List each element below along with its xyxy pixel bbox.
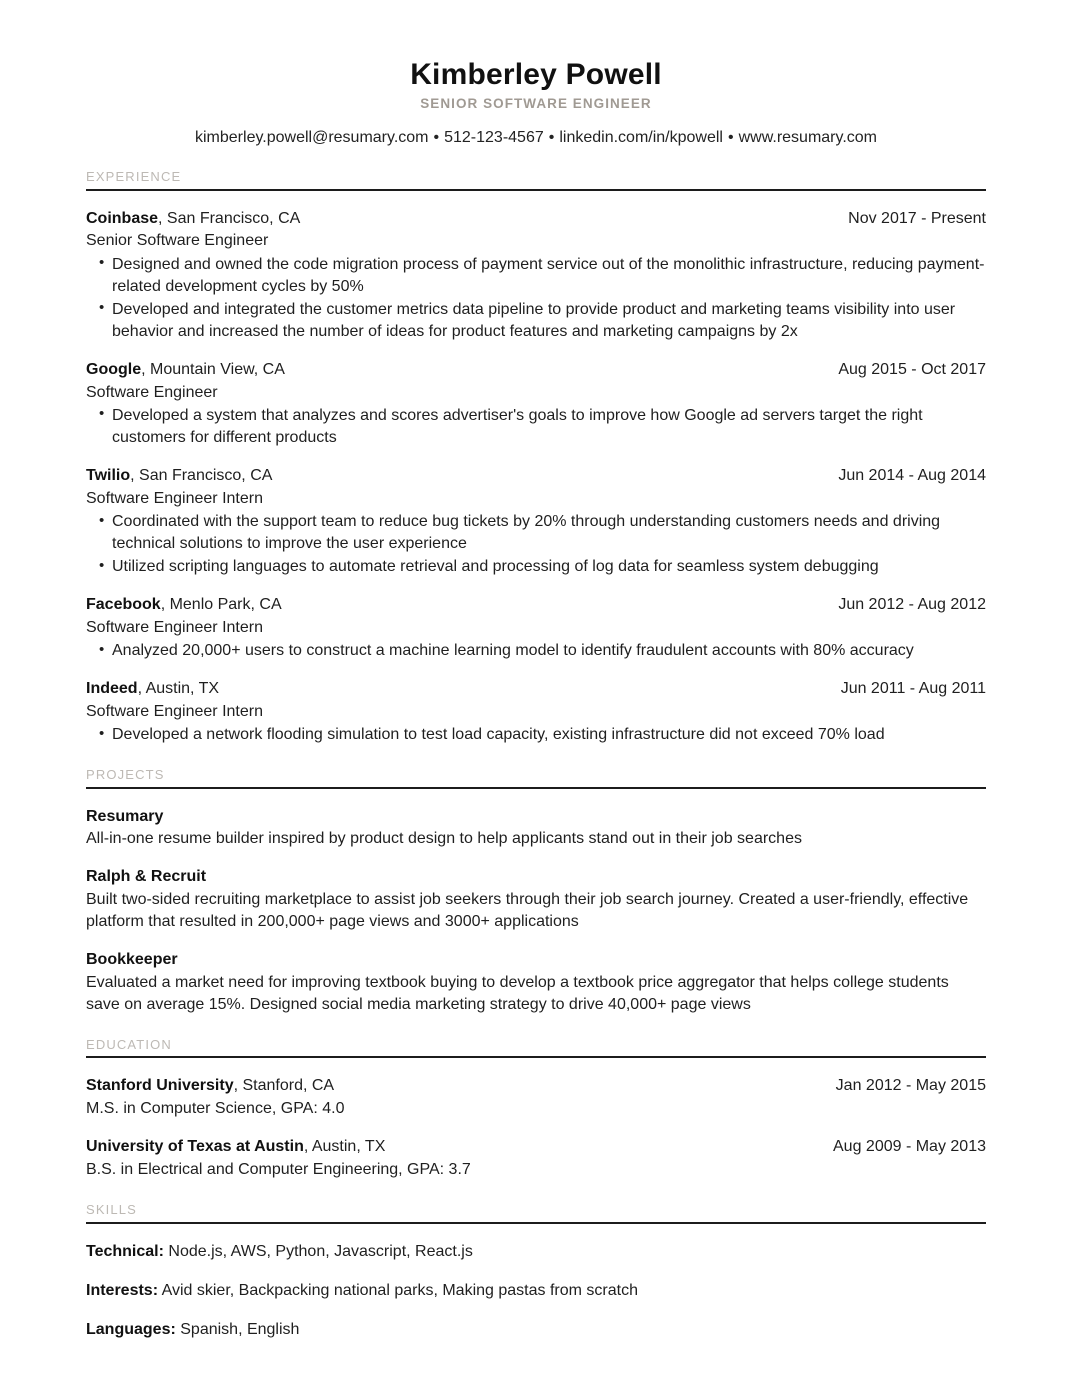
- entry-degree: B.S. in Electrical and Computer Engineering, GPA: 3.7: [86, 1160, 471, 1178]
- entry-bullet-list: [86, 640, 986, 662]
- entry-role: Senior Software Engineer: [86, 232, 269, 250]
- entry-bullet-list: [86, 254, 986, 343]
- skill-label: Technical:: [86, 1242, 164, 1260]
- contact-separator: •: [433, 128, 440, 146]
- entry-bullet-list: [86, 511, 986, 578]
- entry-school: Stanford University: [86, 1077, 234, 1095]
- entry-org-location: [86, 359, 285, 381]
- contact-item[interactable]: linkedin.com/in/kpowell: [559, 128, 723, 146]
- skill-value: Node.js, AWS, Python, Javascript, React.js: [168, 1242, 473, 1260]
- entry-bullet: • Designed and owned the code migration process of payment service out of the monolithic infrastructure, reducing payment-related development cycles by 50%: [86, 254, 986, 298]
- project-entry: [86, 949, 986, 1016]
- project-description: Evaluated a market need for improving textbook buying to develop a textbook price aggregator that helps college students save on average 15%. Designed social media marketing strategy to drive 40,000+ page views: [86, 973, 949, 1013]
- entry-organization: Facebook: [86, 596, 161, 614]
- entry-location: , Austin, TX: [137, 680, 220, 698]
- entry-school-location: [86, 1136, 385, 1158]
- experience-entry-list: [86, 208, 986, 747]
- section-heading-education: EDUCATION: [86, 1036, 172, 1052]
- experience-entry: [86, 359, 986, 449]
- entry-header: [86, 594, 986, 616]
- contact-line: [86, 128, 986, 149]
- experience-entry: [86, 594, 986, 662]
- job-title: SENIOR SOFTWARE ENGINEER: [420, 95, 652, 111]
- section-skills: [86, 1203, 986, 1341]
- project-description: All-in-one resume builder inspired by product design to help applicants stand out in their job searches: [86, 830, 802, 848]
- entry-bullet-list: [86, 724, 986, 746]
- section-experience: [86, 170, 986, 746]
- entry-degree: M.S. in Computer Science, GPA: 4.0: [86, 1099, 345, 1117]
- entry-header: [86, 208, 986, 230]
- education-entry-list: [86, 1075, 986, 1181]
- contact-item[interactable]: kimberley.powell@resumary.com: [195, 128, 429, 146]
- entry-organization: Indeed: [86, 680, 138, 698]
- skill-value: Spanish, English: [180, 1320, 300, 1338]
- entry-role: Software Engineer Intern: [86, 618, 263, 636]
- entry-role: Software Engineer Intern: [86, 489, 263, 507]
- project-name: Ralph & Recruit: [86, 868, 207, 886]
- section-divider: [86, 787, 986, 789]
- entry-dates: Jun 2012 - Aug 2012: [838, 596, 986, 614]
- skill-label: Interests:: [86, 1281, 159, 1299]
- experience-entry: [86, 208, 986, 343]
- entry-bullet: • Developed a network flooding simulation to test load capacity, existing infrastructure did not exceed 70% load: [86, 724, 986, 746]
- entry-organization: Google: [86, 360, 142, 378]
- entry-location: , San Francisco, CA: [130, 467, 273, 485]
- entry-location: , Austin, TX: [303, 1138, 386, 1156]
- entry-bullet: • Analyzed 20,000+ users to construct a machine learning model to identify fraudulent accounts with 80% accuracy: [86, 640, 986, 662]
- entry-dates: Jun 2014 - Aug 2014: [838, 467, 986, 485]
- entry-dates: Aug 2009 - May 2013: [833, 1138, 986, 1156]
- entry-bullet: • Developed and integrated the customer metrics data pipeline to provide product and marketing teams visibility into user behavior and increased the number of ideas for product features and marketing campaigns by 2x: [86, 299, 986, 343]
- resume-header: [86, 0, 986, 148]
- entry-role: Software Engineer Intern: [86, 703, 263, 720]
- skill-row: [86, 1319, 986, 1341]
- skill-value: Avid skier, Backpacking national parks, Making pastas from scratch: [161, 1281, 638, 1299]
- entry-school-location: [86, 1075, 334, 1097]
- project-entry: [86, 866, 986, 933]
- section-projects: [86, 768, 986, 1015]
- project-name: Resumary: [86, 807, 164, 825]
- entry-school: University of Texas at Austin: [86, 1138, 304, 1156]
- projects-entry-list: [86, 806, 986, 1016]
- resume-content: [86, 0, 986, 1341]
- entry-dates: Jun 2011 - Aug 2011: [840, 680, 986, 698]
- project-description: Built two-sided recruiting marketplace to assist job seekers through their job search journey. Created a user-friendly, effective platform that resulted in 200,000+ page views and 3000+ applications: [86, 891, 969, 931]
- skill-row: [86, 1241, 986, 1263]
- entry-bullet-list: [86, 405, 986, 449]
- entry-org-location: [86, 465, 272, 487]
- section-divider: [86, 189, 986, 191]
- entry-org-location: [86, 208, 300, 230]
- entry-header: [86, 1075, 986, 1097]
- section-divider: [86, 1056, 986, 1058]
- entry-org-location: [86, 678, 219, 700]
- entry-location: , Mountain View, CA: [141, 360, 285, 378]
- section-education: [86, 1038, 986, 1181]
- entry-header: [86, 1136, 986, 1158]
- experience-entry: [86, 678, 986, 746]
- entry-bullet: • Utilized scripting languages to automate retrieval and processing of log data for seamless system debugging: [86, 556, 986, 578]
- project-name: Bookkeeper: [86, 951, 178, 969]
- entry-org-location: [86, 594, 282, 616]
- contact-item[interactable]: 512-123-4567: [444, 128, 544, 146]
- section-divider: [86, 1222, 986, 1224]
- entry-organization: Coinbase: [86, 209, 159, 227]
- contact-separator: •: [727, 128, 734, 146]
- section-heading-experience: EXPERIENCE: [86, 169, 182, 185]
- entry-organization: Twilio: [86, 467, 131, 485]
- entry-location: , Menlo Park, CA: [160, 596, 282, 614]
- section-heading-skills: SKILLS: [86, 1202, 137, 1218]
- entry-bullet: • Developed a system that analyzes and scores advertiser's goals to improve how Google ad servers target the right customers for different products: [86, 405, 986, 449]
- skill-row: [86, 1280, 986, 1302]
- entry-header: [86, 465, 986, 487]
- skills-row-list: [86, 1241, 986, 1341]
- entry-dates: Aug 2015 - Oct 2017: [838, 360, 986, 378]
- entry-bullet: • Coordinated with the support team to reduce bug tickets by 20% through understanding customers needs and driving technical solutions to improve the user experience: [86, 511, 986, 555]
- entry-header: [86, 678, 986, 700]
- skill-label: Languages:: [86, 1320, 176, 1338]
- entry-role: Software Engineer: [86, 383, 218, 401]
- experience-entry: [86, 465, 986, 578]
- contact-item[interactable]: www.resumary.com: [738, 128, 877, 146]
- project-entry: [86, 806, 986, 851]
- section-heading-projects: PROJECTS: [86, 767, 165, 783]
- entry-header: [86, 359, 986, 381]
- page-title: Kimberley Powell: [410, 58, 662, 91]
- education-entry: [86, 1075, 986, 1120]
- entry-dates: Nov 2017 - Present: [848, 209, 986, 227]
- contact-separator: •: [548, 128, 555, 146]
- entry-location: , Stanford, CA: [233, 1077, 335, 1095]
- entry-dates: Jan 2012 - May 2015: [835, 1077, 986, 1095]
- education-entry: [86, 1136, 986, 1181]
- entry-location: , San Francisco, CA: [158, 209, 301, 227]
